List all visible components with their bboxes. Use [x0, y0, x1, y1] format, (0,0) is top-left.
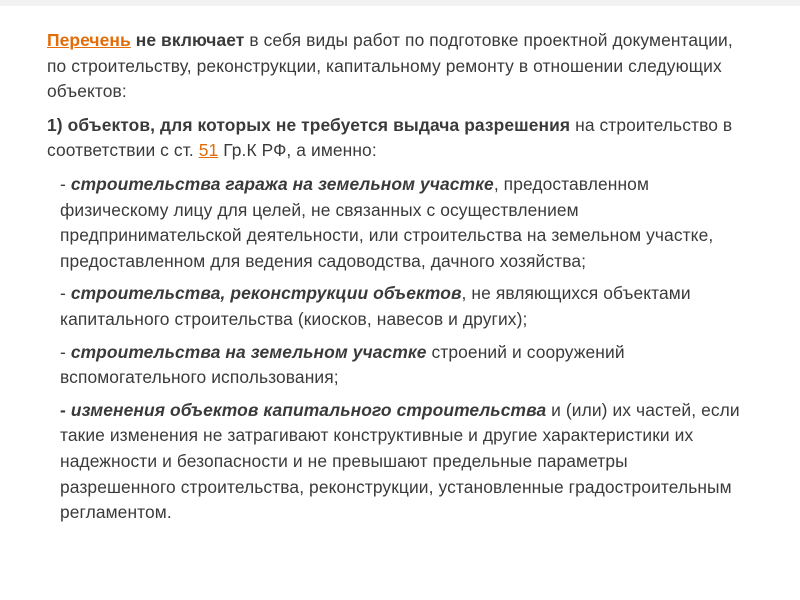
article-51-link[interactable]: 51 [198, 140, 219, 161]
intro-bold-text: не включает [135, 30, 245, 50]
list-item-dash: - [60, 173, 66, 194]
list-item [47, 340, 747, 391]
item1-paragraph [47, 113, 747, 164]
list-item-emphasis: строительства гаража на земельном участке [70, 173, 494, 194]
list-item-text: , не являющихся объектами капитального строительства (киосков, навесов и других); [60, 283, 691, 329]
list-item-dash: - [60, 283, 66, 304]
intro-text: в себя виды работ по подготовке проектной документации, по строительству, реконструкции, капитальному ремонту в отношении следующих объектов: [47, 30, 733, 102]
item1-text-before-link: на строительство в соответствии с ст. [47, 114, 733, 161]
item1-text-after-link: Гр.К РФ, а именно: [223, 140, 377, 161]
perechen-link[interactable]: Перечень [47, 30, 131, 50]
list-item-text: строений и сооружений вспомогательного использования; [60, 341, 625, 388]
list-item-dash: - [60, 399, 66, 420]
intro-paragraph [47, 28, 747, 105]
list-item [47, 281, 747, 332]
list-item-emphasis: строительства на земельном участке [70, 341, 427, 362]
list-item-dash: - [60, 341, 66, 362]
item1-bold-text: 1) объектов, для которых не требуется выдача разрешения [47, 114, 571, 135]
list-item-emphasis: изменения объектов капитального строительства [70, 399, 547, 420]
list-item-emphasis: строительства, реконструкции объектов [70, 283, 462, 304]
top-accent-bar [0, 0, 800, 6]
list-item [47, 398, 747, 526]
list-item-text: , предоставленном физическому лицу для целей, не связанных с осуществлением предпринимательской деятельности, или строительства на земельном участке, предоставленном для ведения садоводства, дачного хозяйства; [60, 173, 714, 271]
document-body [47, 28, 747, 533]
list-item [47, 172, 747, 274]
list-item-text: и (или) их частей, если такие изменения не затрагивают конструктивные и другие характеристики их надежности и безопасности и не превышают предельные параметры разрешенного строительства, реконструкции, установленные градостроительным регламентом. [60, 399, 740, 523]
